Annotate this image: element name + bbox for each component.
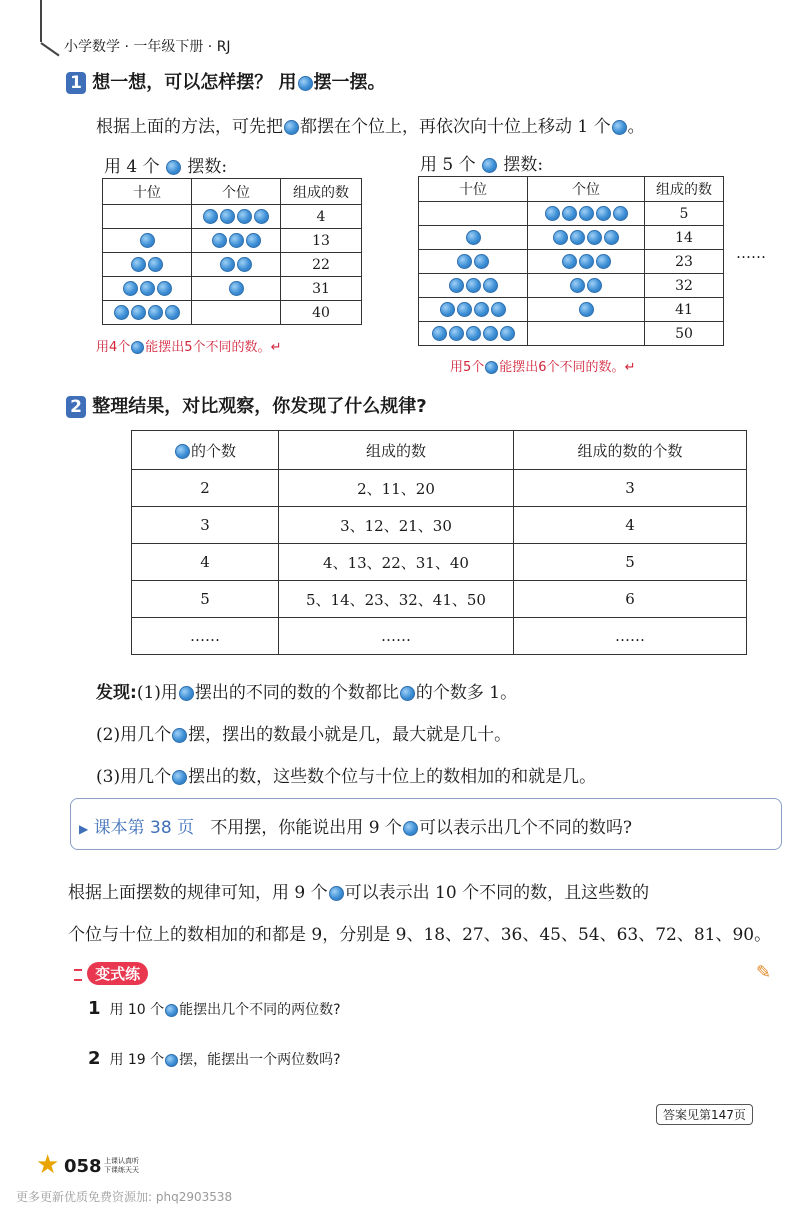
composed-number: 41 <box>645 298 724 322</box>
q1-intro-b: 都摆在个位上，再依次向十位上移动 1 个 <box>300 117 611 137</box>
table-row <box>103 229 362 253</box>
left-caption-a: 用 4 个 <box>104 157 160 177</box>
bead-icon <box>482 158 497 173</box>
right-note-a: 用5个 <box>450 360 485 375</box>
textbook-question-box <box>70 798 782 850</box>
bead-icon <box>596 206 611 221</box>
bead-icon <box>157 281 172 296</box>
bead-icon <box>562 254 577 269</box>
composed-number: 13 <box>281 229 362 253</box>
right-bead-table <box>418 176 724 346</box>
col-header: 个位 <box>192 179 281 205</box>
table-row <box>103 205 362 229</box>
q1-intro-c: 。 <box>627 117 645 137</box>
left-bead-table <box>102 178 362 325</box>
finding-1 <box>96 672 596 714</box>
bead-cell <box>528 250 645 274</box>
bead-cell <box>419 202 528 226</box>
table-cell: 5 <box>132 581 279 618</box>
bead-cell <box>103 277 192 301</box>
col-header: 组成的数 <box>645 177 724 202</box>
bead-icon <box>545 206 560 221</box>
slogan-line-1: 上课认真听 <box>104 1157 139 1165</box>
practice-text-a: 用 19 个 <box>109 1052 165 1068</box>
table-row <box>132 507 747 544</box>
bead-icon <box>491 302 506 317</box>
table-row <box>132 470 747 507</box>
answer-line-1 <box>68 872 788 914</box>
bead-cell <box>419 250 528 274</box>
bead-cell <box>192 205 281 229</box>
table-row <box>419 226 724 250</box>
bead-cell <box>528 274 645 298</box>
finding-label: 发现: <box>96 683 137 703</box>
right-table-caption <box>420 150 543 175</box>
practice-tag-label: 变式练 <box>87 962 148 985</box>
arrow-icon: ↵ <box>624 360 636 375</box>
table-row <box>419 202 724 226</box>
bead-icon <box>579 254 594 269</box>
table-cell: 4 <box>514 507 747 544</box>
bead-cell <box>528 298 645 322</box>
bead-cell <box>528 226 645 250</box>
col-header: 组成的数的个数 <box>514 431 747 470</box>
bead-icon <box>229 281 244 296</box>
bead-icon <box>229 233 244 248</box>
practice-item-2 <box>88 1048 341 1069</box>
table-row <box>419 298 724 322</box>
bead-cell <box>192 253 281 277</box>
composed-number: 22 <box>281 253 362 277</box>
bead-icon <box>604 230 619 245</box>
table-cell: 5、14、23、32、41、50 <box>279 581 514 618</box>
table-row <box>419 322 724 346</box>
bead-icon <box>457 302 472 317</box>
bead-icon <box>220 257 235 272</box>
col-header: 个位 <box>528 177 645 202</box>
summary-table <box>131 430 747 655</box>
finding-2 <box>96 714 596 756</box>
table-cell: 2、11、20 <box>279 470 514 507</box>
practice-text-a: 用 10 个 <box>109 1002 165 1018</box>
col-header: 组成的数 <box>279 431 514 470</box>
page-number: 058 <box>64 1156 102 1177</box>
bead-icon <box>165 1004 178 1017</box>
practice-num: 1 <box>88 998 101 1019</box>
table-row <box>132 581 747 618</box>
practice-text-b: 摆，能摆出一个两位数吗? <box>179 1052 341 1068</box>
bead-cell <box>528 202 645 226</box>
footer-slogan <box>104 1157 139 1175</box>
q1-title <box>66 68 386 94</box>
bead-icon <box>179 686 194 701</box>
bead-icon <box>483 326 498 341</box>
finding-1-a: (1)用 <box>136 683 178 703</box>
right-caption-b: 摆数: <box>498 155 544 175</box>
table-cell: 2 <box>132 470 279 507</box>
col-header: 十位 <box>103 179 192 205</box>
textbook-question-b: 可以表示出几个不同的数吗? <box>418 818 633 838</box>
bead-icon <box>570 230 585 245</box>
arrow-icon: ↵ <box>270 340 282 355</box>
bead-icon <box>237 257 252 272</box>
bead-cell <box>192 301 281 325</box>
composed-number: 5 <box>645 202 724 226</box>
bead-cell <box>103 253 192 277</box>
answer-ref: 答案见第147页 <box>656 1104 753 1125</box>
slogan-line-2: 下课练天天 <box>104 1166 139 1174</box>
q1-badge: 1 <box>66 72 86 94</box>
composed-number: 4 <box>281 205 362 229</box>
bead-icon <box>114 305 129 320</box>
bead-icon <box>474 254 489 269</box>
bead-icon <box>140 281 155 296</box>
composed-number: 40 <box>281 301 362 325</box>
bead-icon <box>587 278 602 293</box>
composed-number: 14 <box>645 226 724 250</box>
bead-icon <box>466 326 481 341</box>
bead-cell <box>192 229 281 253</box>
header-title: 小学数学 · 一年级下册 · RJ <box>64 39 231 55</box>
practice-tag <box>74 962 148 985</box>
pencil-icon: ✎ <box>756 962 772 983</box>
q1-intro <box>96 112 645 137</box>
left-caption-b: 摆数: <box>182 157 228 177</box>
bead-icon <box>220 209 235 224</box>
col-header-text: 的个数 <box>190 441 236 460</box>
bead-icon <box>298 76 313 91</box>
composed-number: 50 <box>645 322 724 346</box>
table-cell: 3 <box>514 470 747 507</box>
bead-icon <box>172 728 187 743</box>
table-row <box>419 250 724 274</box>
bead-icon <box>166 160 181 175</box>
col-header: 组成的数 <box>281 179 362 205</box>
bead-icon <box>400 686 415 701</box>
left-note-b: 能摆出5个不同的数。 <box>145 340 271 355</box>
bead-icon <box>553 230 568 245</box>
finding-3-b: 摆出的数，这些数个位与十位上的数相加的和就是几。 <box>188 767 597 787</box>
q2-badge: 2 <box>66 396 86 418</box>
bead-icon <box>432 326 447 341</box>
finding-1-b: 摆出的不同的数的个数都比 <box>194 683 399 703</box>
textbook-question-a: 不用摆，你能说出用 9 个 <box>210 818 402 838</box>
bead-cell <box>528 322 645 346</box>
bead-icon <box>212 233 227 248</box>
table-cell: …… <box>279 618 514 655</box>
composed-number: 31 <box>281 277 362 301</box>
answer-text <box>68 872 788 956</box>
bead-icon <box>329 886 344 901</box>
table-cell: 5 <box>514 544 747 581</box>
triangle-icon: ▶ <box>79 822 89 836</box>
findings <box>96 672 596 798</box>
bead-icon <box>131 341 144 354</box>
bead-icon <box>175 444 190 459</box>
answer-line-1-a: 根据上面摆数的规律可知，用 9 个 <box>68 883 328 903</box>
bead-icon <box>140 233 155 248</box>
table-cell: 6 <box>514 581 747 618</box>
bead-icon <box>148 305 163 320</box>
bead-icon <box>613 206 628 221</box>
header-corner-diag <box>40 42 59 56</box>
left-table-note <box>96 336 281 355</box>
bead-icon <box>579 302 594 317</box>
bead-icon <box>449 326 464 341</box>
table-row <box>419 274 724 298</box>
finding-1-c: 的个数多 1。 <box>415 683 518 703</box>
bead-icon <box>237 209 252 224</box>
star-mascot-icon: ★ <box>36 1150 60 1180</box>
bead-icon <box>172 770 187 785</box>
q2-title <box>66 392 427 418</box>
col-header: 十位 <box>419 177 528 202</box>
table-row <box>103 301 362 325</box>
finding-2-a: (2)用几个 <box>96 725 172 745</box>
bead-icon <box>148 257 163 272</box>
bead-icon <box>466 230 481 245</box>
table-row <box>103 277 362 301</box>
table-row <box>132 544 747 581</box>
textbook-label: 课本第 38 页 <box>93 818 195 838</box>
answer-line-1-b: 可以表示出 10 个不同的数，且这些数的 <box>344 883 650 903</box>
table-cell: 4、13、22、31、40 <box>279 544 514 581</box>
table-cell: 4 <box>132 544 279 581</box>
bead-icon <box>587 230 602 245</box>
table-cell: …… <box>132 618 279 655</box>
table-row <box>103 253 362 277</box>
table-cell: 3、12、21、30 <box>279 507 514 544</box>
left-table-caption <box>104 152 227 177</box>
bead-icon <box>403 821 418 836</box>
bead-cell <box>419 298 528 322</box>
answer-line-2: 个位与十位上的数相加的和都是 9，分别是 9、18、27、36、45、54、63、72、81、90。 <box>68 925 772 945</box>
bead-icon <box>562 206 577 221</box>
left-note-a: 用4个 <box>96 340 131 355</box>
table-cell: 3 <box>132 507 279 544</box>
bead-icon <box>246 233 261 248</box>
q1-intro-a: 根据上面的方法，可先把 <box>96 117 283 137</box>
bead-icon <box>500 326 515 341</box>
bead-cell <box>419 322 528 346</box>
bead-icon <box>203 209 218 224</box>
header-corner-line <box>40 0 42 42</box>
finding-3 <box>96 756 596 798</box>
bead-icon <box>123 281 138 296</box>
bead-icon <box>457 254 472 269</box>
finding-2-b: 摆，摆出的数最小就是几，最大就是几十。 <box>188 725 512 745</box>
bead-cell <box>103 205 192 229</box>
bead-icon <box>449 278 464 293</box>
bead-cell <box>419 274 528 298</box>
practice-text-b: 能摆出几个不同的两位数? <box>179 1002 341 1018</box>
practice-num: 2 <box>88 1048 101 1069</box>
practice-item-1 <box>88 998 341 1019</box>
bead-icon <box>165 305 180 320</box>
col-header-bead-count <box>132 431 279 470</box>
textbook-question <box>79 813 632 838</box>
ellipsis: …… <box>736 244 766 262</box>
watermark: 更多更新优质免费资源加: phq2903538 <box>16 1190 233 1204</box>
bead-cell <box>192 277 281 301</box>
bead-icon <box>466 278 481 293</box>
bead-icon <box>579 206 594 221</box>
bead-cell <box>103 301 192 325</box>
composed-number: 23 <box>645 250 724 274</box>
bead-icon <box>254 209 269 224</box>
right-table-note <box>450 356 635 375</box>
table-cell: …… <box>514 618 747 655</box>
right-caption-a: 用 5 个 <box>420 155 476 175</box>
bead-icon <box>284 120 299 135</box>
bead-icon <box>596 254 611 269</box>
q2-title-text: 整理结果，对比观察，你发现了什么规律? <box>92 396 427 417</box>
q1-title-text-b: 摆一摆。 <box>313 72 386 93</box>
q1-title-text-a: 想一想，可以怎样摆？ 用 <box>92 72 297 93</box>
bead-icon <box>483 278 498 293</box>
bead-cell <box>419 226 528 250</box>
bead-icon <box>131 257 146 272</box>
composed-number: 32 <box>645 274 724 298</box>
bead-icon <box>612 120 627 135</box>
bead-icon <box>440 302 455 317</box>
bead-icon <box>165 1054 178 1067</box>
table-row <box>132 618 747 655</box>
bead-icon <box>485 361 498 374</box>
tag-lines-icon <box>74 969 82 981</box>
bead-cell <box>103 229 192 253</box>
right-note-b: 能摆出6个不同的数。 <box>499 360 625 375</box>
bead-icon <box>570 278 585 293</box>
bead-icon <box>474 302 489 317</box>
finding-3-a: (3)用几个 <box>96 767 172 787</box>
bead-icon <box>131 305 146 320</box>
